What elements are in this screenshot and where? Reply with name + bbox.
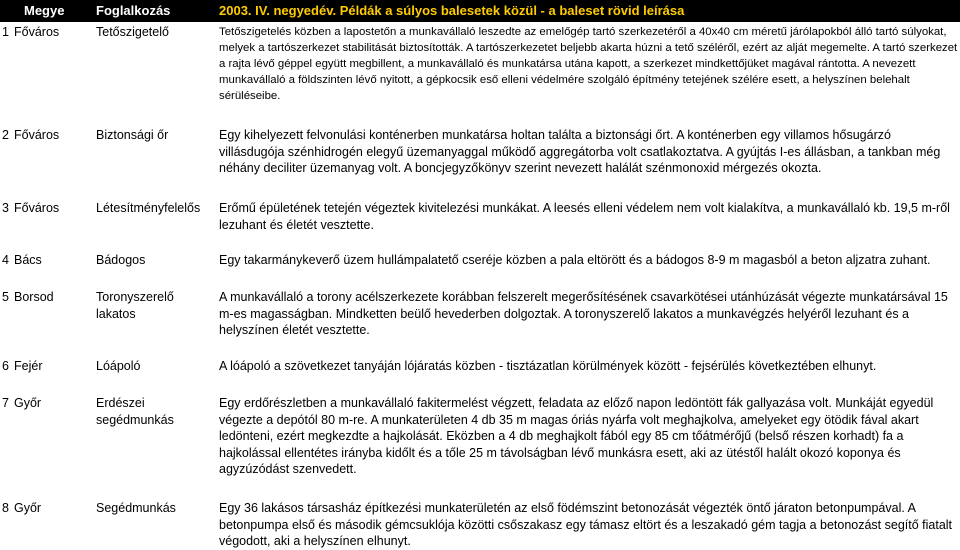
row-occupation: Bádogos (96, 253, 146, 267)
row-description: A munkavállaló a torony acélszerkezete korábban felszerelt megerősítésének csavarkötései utánhúzását végezte munkatársával 15 m-es magasságban. Mindketten beülő hevederben dolgoztak. A toronyszerelő lakatos a munkavégzés helyéről lezuhant és a helyszínen életét vesztette. (219, 290, 948, 337)
row-number: 8 (2, 501, 9, 515)
row-number: 3 (2, 201, 9, 215)
row-occupation: Létesítményfelelős (96, 201, 201, 215)
row-description: Egy erdőrészletben a munkavállaló fakitermelést végzett, feladata az előző napon ledöntött fák gallyazása volt. Munkáját egyedül végezte a depótól 80 m-re. A munkaterületen 4 db 35 m magas óriás nyárfa volt meghajkolva, amelyeket egy ötödik fával akart ledönteni, ezért megkezdte a hajkolását. Eközben a 4 db meghajkolt fából egy 85 cm tőátmérőjű (belső részen korhadt) fa a hajkolással ellentétes irányba kidőlt és a tőle 25 m távolságban lévő munkásra esett, aki az ütéstől halált okozó koponya és agyzúzódást szenvedett. (219, 396, 934, 476)
row-county: Fejér (14, 359, 43, 373)
row-number: 1 (2, 25, 9, 39)
row-county: Főváros (14, 201, 60, 215)
row-county: Főváros (14, 25, 60, 39)
row-description: Erőmű épületének tetején végeztek kivitelezési munkákat. A leesés elleni védelem nem volt kialakítva, a munkavállaló kb. 19,5 m-ről lezuhant és életét vesztette. (219, 201, 950, 232)
row-description: Tetőszigetelés közben a lapostetőn a munkavállaló leszedte az emelőgép tartó szerkezetéről a 40x40 cm méretű járólapokból álló tartó súlyokat, melyek a tartószerkezet stabilitását biztosították. A tartószerkezetet beljebb akarta húzni a tető széléről, ezért az alját megemelte. A tartó szerkezet a rajta lévő géppel együtt megbillent, a munkavállaló és munkatársa utána kapott, a szerkezet mindkettőjüket magával rántotta. A nevezett munkavállaló a földszinten lévő nyitott, a gépkocsik eső elleni védelmére szolgáló építmény tetejének szélére esett, a helyszínen belehalt sérüléseibe. (219, 26, 958, 102)
row-county: Győr (14, 501, 42, 515)
row-occupation: Tetőszigetelő (96, 25, 169, 39)
row-description: Egy kihelyezett felvonulási konténerben munkatársa holtan találta a biztonsági őrt. A konténerben egy villamos hősugárzó villásdugója szénhidrogén elegyű üzemanyaggal működő aggregátorba volt csatlakoztatva. A gyújtás I-es állásban, a tankban még néhány deciliter üzemanyag volt. A boncjegyzőkönyv szerint nevezett halálát szénmonoxid mérgezés okozta. (219, 128, 941, 175)
row-description: A lóápoló a szövetkezet tanyáján lójáratás közben - tisztázatlan körülmények között - fejsérülés következtében elhunyt. (219, 359, 877, 373)
row-number: 2 (2, 128, 9, 142)
row-number: 5 (2, 290, 9, 304)
page-title: 2003. IV. negyedév. Példák a súlyos balesetek közül - a baleset rövid leírása (219, 3, 685, 18)
row-occupation: Biztonsági őr (96, 128, 169, 142)
row-occupation: Segédmunkás (96, 501, 176, 515)
row-county: Borsod (14, 290, 54, 304)
table-header (0, 0, 960, 22)
row-occupation: Lóápoló (96, 359, 141, 373)
row-description: Egy takarmánykeverő üzem hullámpalatető cseréje közben a pala eltörött és a bádogos 8-9 m magasból a beton aljzatra zuhant. (219, 253, 931, 267)
row-number: 4 (2, 253, 9, 267)
row-occupation: Toronyszerelő lakatos (96, 290, 174, 321)
row-county: Főváros (14, 128, 60, 142)
row-county: Győr (14, 396, 42, 410)
row-number: 6 (2, 359, 9, 373)
column-header-occupation: Foglalkozás (96, 3, 171, 18)
row-occupation: Erdészei segédmunkás (96, 396, 174, 427)
row-county: Bács (14, 253, 42, 267)
column-header-county: Megye (24, 3, 65, 18)
row-description: Egy 36 lakásos társasház építkezési munkaterületén az első födémszint betonozását végezték öntő járaton betonpumpával. A betonpumpa első és második gémcsuklója közötti csőszakasz egy támasz eltört és a leszakadó gém tagja a betonozást segítő fiatalt végodott, aki a helyszínen elhunyt. (219, 501, 953, 548)
row-number: 7 (2, 396, 9, 410)
